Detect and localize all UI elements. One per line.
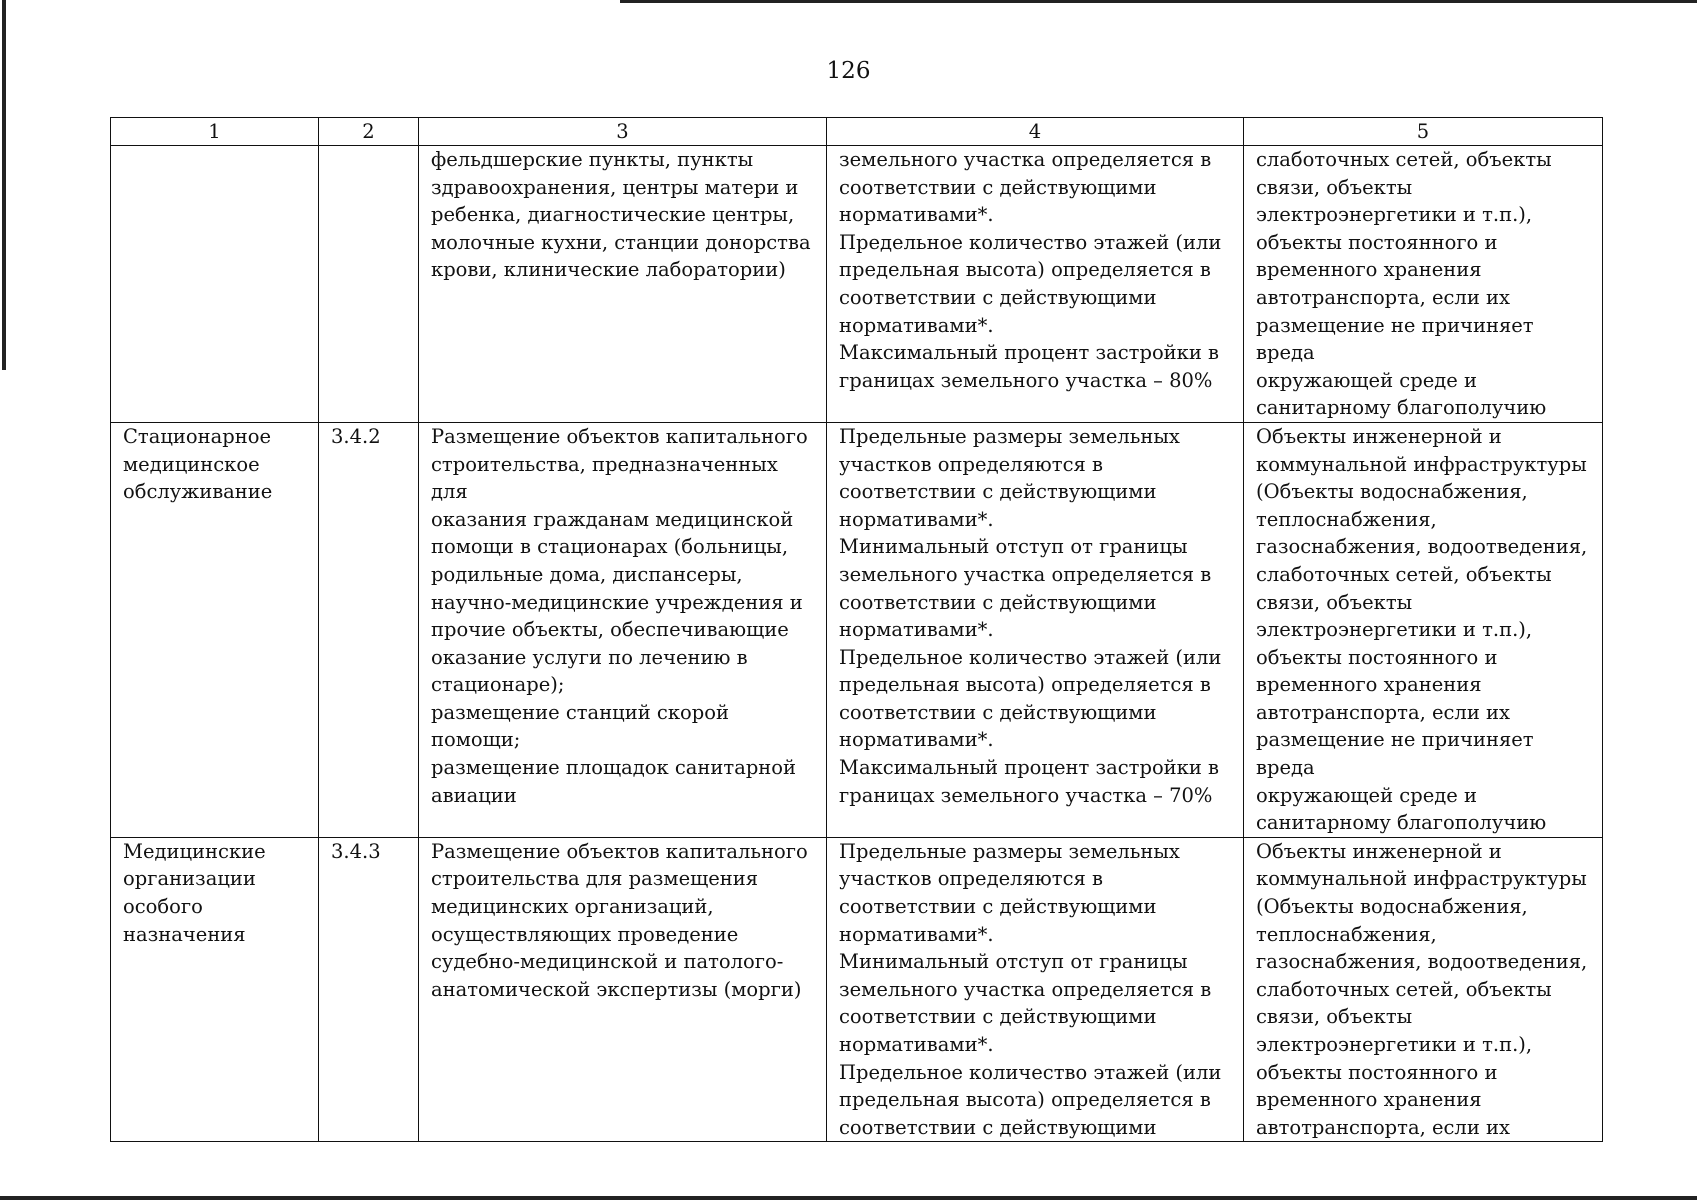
- column-header-3: 3: [419, 118, 827, 146]
- table-header-row: [111, 118, 1603, 146]
- cell-parameters: Предельные размеры земельных участков определяются в соответствии с действующими нормативами*. Минимальный отступ от границы земельного участка определяется в соответствии с действующими нормативами*. Предельное количество этажей (или предельная высота) определяется в соответствии с действующими: [827, 837, 1244, 1142]
- page-number: 126: [826, 58, 871, 84]
- cell-use-name: Стационарное медицинское обслуживание: [111, 422, 319, 837]
- cell-auxiliary-uses: Объекты инженерной и коммунальной инфраструктуры (Объекты водоснабжения, теплоснабжения, газоснабжения, водоотведения, слаботочных сетей, объекты связи, объекты электроэнергетики и т.п.), объекты постоянного и временного хранения автотранспорта, если их: [1244, 837, 1603, 1142]
- cell-use-name: Медицинские организации особого назначения: [111, 837, 319, 1142]
- table-row: [111, 146, 1603, 423]
- cell-parameters: Предельные размеры земельных участков определяются в соответствии с действующими нормативами*. Минимальный отступ от границы земельного участка определяется в соответствии с действующими нормативами*. Предельное количество этажей (или предельная высота) определяется в соответствии с действующими нормативами*. Максимальный процент застройки в границах земельного участка – 70%: [827, 422, 1244, 837]
- cell-auxiliary-uses: Объекты инженерной и коммунальной инфраструктуры (Объекты водоснабжения, теплоснабжения, газоснабжения, водоотведения, слаботочных сетей, объекты связи, объекты электроэнергетики и т.п.), объекты постоянного и временного хранения автотранспорта, если их размещение не причиняет вреда окружающей среде и санитарному благополучию: [1244, 422, 1603, 837]
- cell-use-code: [319, 146, 419, 423]
- column-header-4: 4: [827, 118, 1244, 146]
- cell-use-description: фельдшерские пункты, пункты здравоохранения, центры матери и ребенка, диагностические центры, молочные кухни, станции донорства крови, клинические лаборатории): [419, 146, 827, 423]
- table-row: [111, 422, 1603, 837]
- cell-use-name: [111, 146, 319, 423]
- cell-use-code: 3.4.3: [319, 837, 419, 1142]
- column-header-1: 1: [111, 118, 319, 146]
- scan-edge-top: [620, 0, 1697, 3]
- cell-auxiliary-uses: слаботочных сетей, объекты связи, объекты электроэнергетики и т.п.), объекты постоянного и временного хранения автотранспорта, если их размещение не причиняет вреда окружающей среде и санитарному благополучию: [1244, 146, 1603, 423]
- cell-parameters: земельного участка определяется в соответствии с действующими нормативами*. Предельное количество этажей (или предельная высота) определяется в соответствии с действующими нормативами*. Максимальный процент застройки в границах земельного участка – 80%: [827, 146, 1244, 423]
- column-header-2: 2: [319, 118, 419, 146]
- scan-edge-left: [2, 0, 6, 370]
- cell-use-code: 3.4.2: [319, 422, 419, 837]
- cell-use-description: Размещение объектов капитального строительства, предназначенных для оказания гражданам медицинской помощи в стационарах (больницы, родильные дома, диспансеры, научно-медицинские учреждения и прочие объекты, обеспечивающие оказание услуги по лечению в стационаре); размещение станций скорой помощи; размещение площадок санитарной авиации: [419, 422, 827, 837]
- column-header-5: 5: [1244, 118, 1603, 146]
- cell-use-description: Размещение объектов капитального строительства для размещения медицинских организаций, осуществляющих проведение судебно-медицинской и патолого- анатомической экспертизы (морги): [419, 837, 827, 1142]
- scan-edge-bottom: [0, 1196, 1697, 1200]
- table-row: [111, 837, 1603, 1142]
- zoning-table: [110, 117, 1603, 1142]
